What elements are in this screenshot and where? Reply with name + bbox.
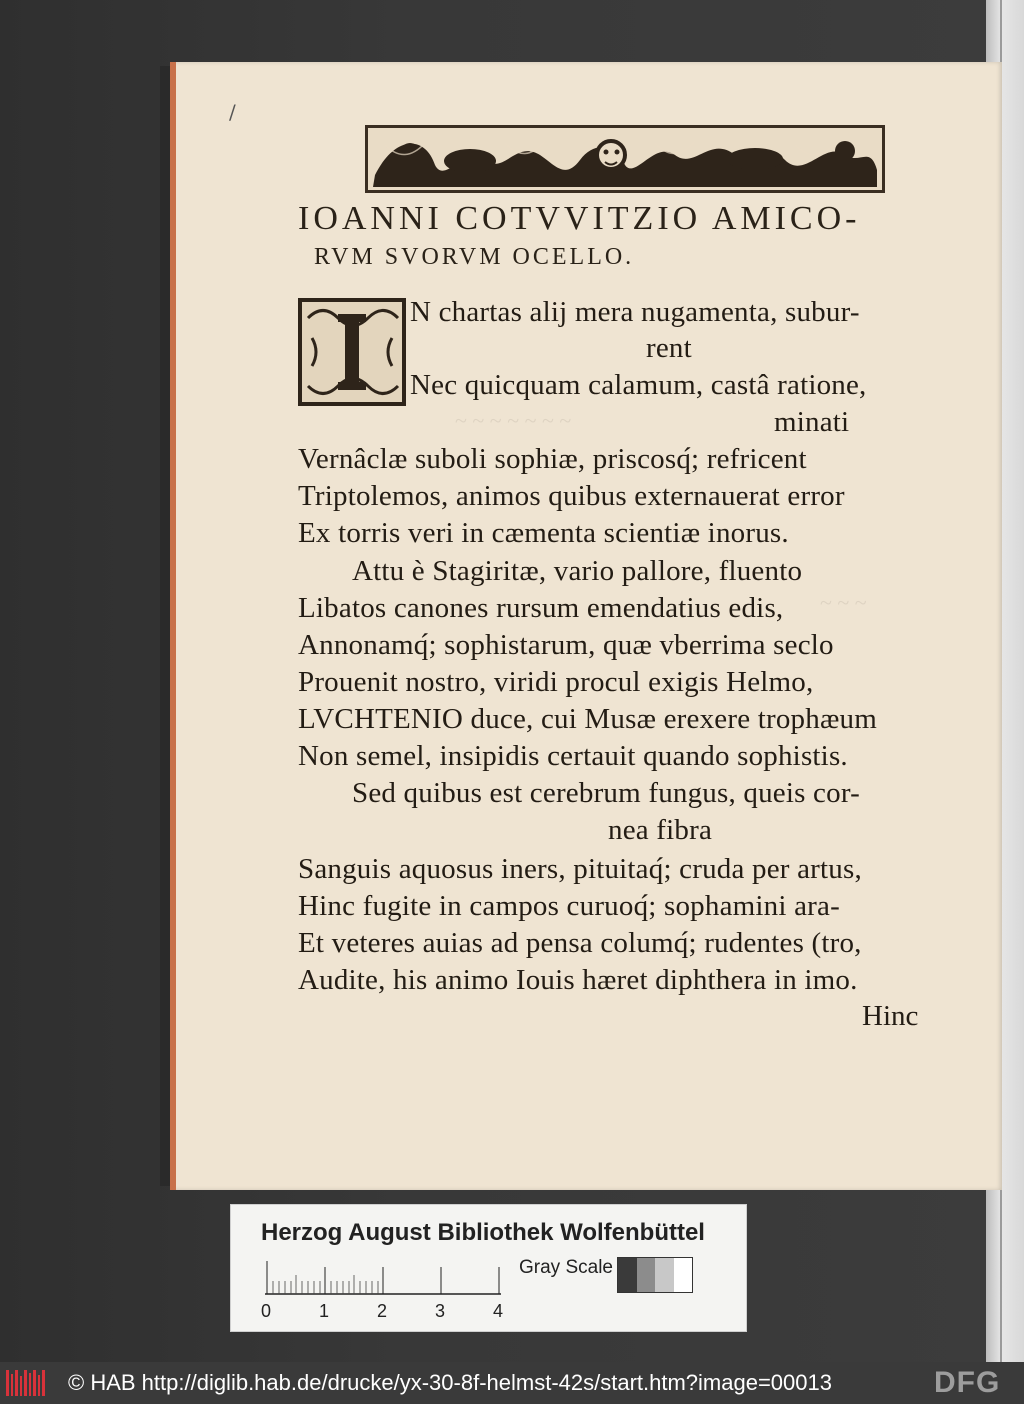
poem-line: Ex torris veri in cæmenta scientiæ inorus. — [298, 517, 789, 549]
poem-line: Sed quibus est cerebrum fungus, queis cor- — [352, 777, 860, 809]
poem-line: Annonamq́; sophistarum, quæ vberrima seclo — [298, 629, 834, 661]
poem-line: Libatos canones rursum emendatius edis, — [298, 592, 784, 624]
poem-line: Sanguis aquosus iners, pituitaq́; cruda per artus, — [298, 853, 862, 885]
poem-line: Et veteres auias ad pensa columq́; rudentes (tro, — [298, 927, 862, 959]
poem-line: Non semel, insipidis certauit quando sophistis. — [298, 740, 848, 772]
poem-line: Triptolemos, animos quibus externauerat error — [298, 480, 845, 512]
poem-line: Audite, his animo Iouis hæret diphthera in imo. — [298, 964, 858, 996]
hab-barcode-logo-icon — [6, 1370, 46, 1396]
footer-bar — [0, 1362, 1024, 1404]
gray-scale-label: Gray Scale — [519, 1257, 613, 1278]
poem-line: LVCHTENIO duce, cui Musæ erexere trophæum — [298, 703, 877, 735]
dedication-heading-line-2: RVM SVORVM OCELLO. — [314, 244, 635, 270]
swatch — [655, 1258, 674, 1292]
page-mark: / — [229, 100, 236, 124]
dedication-heading-line-1: IOANNI COTVVITZIO AMICO- — [298, 200, 861, 237]
swatch — [674, 1258, 693, 1292]
source-link[interactable]: © HAB http://diglib.hab.de/drucke/yx-30-8f-helmst-42s/start.htm?image=00013 — [68, 1370, 832, 1395]
ruler-number: 3 — [435, 1301, 446, 1321]
ruler-scale — [265, 1261, 501, 1295]
ornamental-headpiece-icon — [365, 125, 885, 193]
ruler-number: 2 — [377, 1301, 388, 1321]
ruler-number: 4 — [493, 1301, 504, 1321]
poem-line: Attu è Stagiritæ, vario pallore, fluento — [352, 555, 803, 587]
show-through-text: ~ ~ ~ — [820, 590, 867, 615]
gray-scale-swatches — [617, 1257, 693, 1293]
poem-line: rent — [646, 332, 692, 364]
poem-line: Vernâclæ suboli sophiæ, priscosq́; refricent — [298, 443, 807, 475]
poem-line: Hinc fugite in campos curuoq́; sophamini ara- — [298, 890, 840, 922]
swatch — [637, 1258, 656, 1292]
decorated-initial-I-icon — [298, 298, 406, 406]
ruler-number: 0 — [261, 1301, 272, 1321]
show-through-text: ~ ~ ~ ~ ~ ~ ~ — [455, 408, 572, 433]
poem-line: nea fibra — [608, 814, 713, 846]
catchword: Hinc — [862, 1000, 919, 1032]
swatch — [618, 1258, 637, 1292]
library-name: Herzog August Bibliothek Wolfenbüttel — [261, 1219, 705, 1246]
calibration-card — [230, 1204, 747, 1332]
ruler-number: 1 — [319, 1301, 330, 1321]
poem-line: N chartas alij mera nugamenta, subur- — [410, 296, 860, 328]
poem-line: Nec quicquam calamum, castâ ratione, — [410, 369, 867, 401]
poem-line: minati — [774, 406, 850, 438]
poem-line: Prouenit nostro, viridi procul exigis Helmo, — [298, 666, 814, 698]
dfg-logo: DFG — [934, 1366, 1001, 1399]
